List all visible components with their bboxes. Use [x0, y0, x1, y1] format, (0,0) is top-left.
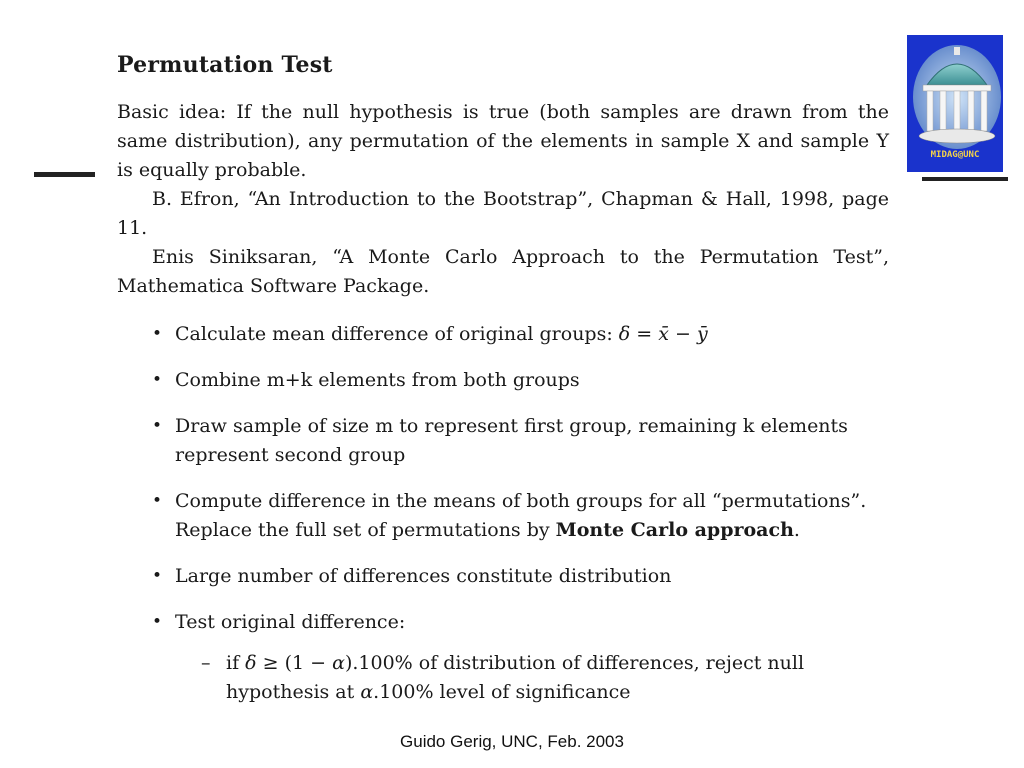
alpha-symbol: α [332, 652, 345, 674]
bullet-icon: • [152, 324, 163, 344]
right-divider [922, 177, 1008, 181]
bullet-icon: • [152, 566, 163, 586]
reference-siniksaran: Enis Siniksaran, “A Monte Carlo Approach to the Permutation Test”, Mathematica Software Package. [117, 246, 889, 297]
formula: δ = x̄ − ȳ [618, 323, 708, 345]
bullet-tail: . [793, 519, 800, 541]
sub-list [175, 649, 890, 707]
sub-text-rest: ).100% of distribution of differences, reject null hypothesis at [226, 652, 805, 703]
logo-caption: MIDAG@UNC [930, 150, 980, 160]
slide-title: Permutation Test [117, 52, 333, 78]
delta-symbol: δ [245, 652, 257, 674]
list-item [150, 320, 890, 349]
list-item [150, 366, 890, 395]
list-item [150, 487, 890, 545]
bullet-list [150, 320, 890, 724]
list-item [150, 608, 890, 707]
bullet-icon: • [152, 491, 163, 511]
bold-term: Monte Carlo approach [555, 519, 794, 541]
list-item [150, 412, 890, 470]
dash-icon: – [201, 652, 211, 674]
bullet-text: Combine m+k elements from both groups [175, 369, 580, 391]
list-item [150, 562, 890, 591]
sub-text-condition: ≥ (1 − [256, 652, 333, 674]
sub-text-end: .100% level of significance [373, 681, 631, 703]
bullet-text: Draw sample of size m to represent first group, remaining k elements represent second group [175, 415, 848, 466]
sub-text-if: if [226, 652, 246, 674]
bullet-text: Compute difference in the means of both groups for all “permutations”. Replace the full set of permutations by [175, 490, 867, 541]
left-divider [34, 172, 95, 177]
sub-list-item [201, 649, 890, 707]
bullet-icon: • [152, 612, 163, 632]
reference-efron: B. Efron, “An Introduction to the Bootstrap”, Chapman & Hall, 1998, page 11. [117, 188, 889, 239]
bullet-icon: • [152, 370, 163, 390]
bullet-icon: • [152, 416, 163, 436]
midag-logo [907, 35, 1003, 172]
bullet-text: Calculate mean difference of original groups: [175, 323, 619, 345]
intro-paragraph: Basic idea: If the null hypothesis is true (both samples are drawn from the same distribution), any permutation of the elements in sample X and sample Y is equally probable. [117, 101, 889, 181]
bullet-text: Large number of differences constitute distribution [175, 565, 672, 587]
intro-block [117, 98, 889, 301]
alpha-symbol: α [360, 681, 374, 703]
bullet-text: Test original difference: [175, 611, 406, 633]
footer-credit: Guido Gerig, UNC, Feb. 2003 [400, 732, 624, 751]
